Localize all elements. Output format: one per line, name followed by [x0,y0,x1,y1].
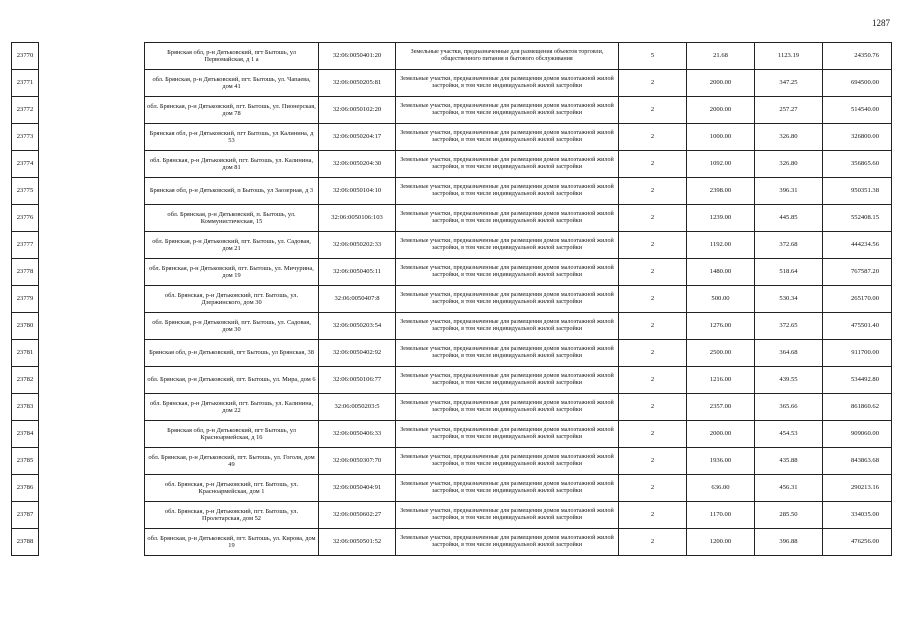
cadastral-value-cell: 514540.00 [823,97,892,124]
cadastral-number-cell: 32:06:0050106:103 [319,205,396,232]
specific-value-cell: 365.66 [755,394,823,421]
spacer-cell [39,340,145,367]
address-cell: обл. Брянская, р-н Дятьковский, пгт. Бытошь, ул. Садовая, дом 21 [145,232,319,259]
address-cell: обл. Брянская, р-н Дятьковский, пгт. Бытошь, ул. Гоголя, дом 49 [145,448,319,475]
category-cell: 2 [619,151,687,178]
spacer-cell [39,259,145,286]
address-cell: обл. Брянская, р-н Дятьковский, пгт. Бытошь, ул. Дзержинского, дом 30 [145,286,319,313]
area-cell: 1216.00 [687,367,755,394]
category-cell: 2 [619,259,687,286]
specific-value-cell: 396.31 [755,178,823,205]
specific-value-cell: 326.80 [755,124,823,151]
area-cell: 1192.00 [687,232,755,259]
row-number-cell: 23782 [12,367,39,394]
address-cell: обл. Брянская, р-н Дятьковский, пгт. Бытошь, ул. Мира, дом 6 [145,367,319,394]
specific-value-cell: 285.50 [755,502,823,529]
category-cell: 2 [619,286,687,313]
cadastral-number-cell: 32:06:0050407:8 [319,286,396,313]
land-use-cell: Земельные участки, предназначенные для размещения домов малоэтажной жилой застройки, в том числе индивидуальной жилой застройки [396,124,619,151]
address-cell: Брянская обл, р-н Дятьковский, пгт Бытошь, ул Калинина, д 53 [145,124,319,151]
cadastral-number-cell: 32:06:0050501:52 [319,529,396,556]
cadastral-value-cell: 356865.60 [823,151,892,178]
area-cell: 1936.00 [687,448,755,475]
cadastral-value-cell: 290213.16 [823,475,892,502]
table-row [12,394,892,421]
land-use-cell: Земельные участки, предназначенные для размещения домов малоэтажной жилой застройки, в том числе индивидуальной жилой застройки [396,529,619,556]
address-cell: Брянская обл, р-н Дятьковский, пгт Бытошь, ул Первомайская, д 1 а [145,43,319,70]
cadastral-number-cell: 32:06:0050205:81 [319,70,396,97]
table-row [12,178,892,205]
cadastral-value-cell: 326800.00 [823,124,892,151]
cadastral-number-cell: 32:06:0050307:70 [319,448,396,475]
area-cell: 1276.00 [687,313,755,340]
spacer-cell [39,286,145,313]
category-cell: 2 [619,313,687,340]
row-number-cell: 23775 [12,178,39,205]
spacer-cell [39,232,145,259]
specific-value-cell: 518.64 [755,259,823,286]
address-cell: обл. Брянская, р-н Дятьковский, пгт. Бытошь, ул. Красноармейская, дом 1 [145,475,319,502]
spacer-cell [39,151,145,178]
area-cell: 2000.00 [687,421,755,448]
table-row [12,43,892,70]
category-cell: 2 [619,340,687,367]
category-cell: 2 [619,178,687,205]
specific-value-cell: 1123.19 [755,43,823,70]
cadastral-number-cell: 32:06:0050404:91 [319,475,396,502]
category-cell: 5 [619,43,687,70]
land-use-cell: Земельные участки, предназначенные для размещения домов малоэтажной жилой застройки, в том числе индивидуальной жилой застройки [396,286,619,313]
land-use-cell: Земельные участки, предназначенные для размещения домов малоэтажной жилой застройки, в том числе индивидуальной жилой застройки [396,448,619,475]
spacer-cell [39,124,145,151]
table-row [12,124,892,151]
spacer-cell [39,178,145,205]
table-row [12,502,892,529]
category-cell: 2 [619,367,687,394]
row-number-cell: 23770 [12,43,39,70]
cadastral-number-cell: 32:06:0050106:77 [319,367,396,394]
spacer-cell [39,502,145,529]
table-row [12,151,892,178]
address-cell: Брянская обл, р-н Дятьковский, пгт Бытошь, ул Брянская, 38 [145,340,319,367]
row-number-cell: 23785 [12,448,39,475]
page-number: 1287 [872,18,890,28]
specific-value-cell: 347.25 [755,70,823,97]
spacer-cell [39,97,145,124]
area-cell: 2000.00 [687,70,755,97]
spacer-cell [39,70,145,97]
spacer-cell [39,205,145,232]
cadastral-number-cell: 32:06:0050402:92 [319,340,396,367]
land-use-cell: Земельные участки, предназначенные для размещения домов малоэтажной жилой застройки, в том числе индивидуальной жилой застройки [396,259,619,286]
land-use-cell: Земельные участки, предназначенные для размещения домов малоэтажной жилой застройки, в том числе индивидуальной жилой застройки [396,421,619,448]
table-row [12,97,892,124]
category-cell: 2 [619,448,687,475]
cadastral-value-cell: 476256.00 [823,529,892,556]
land-registry-table [11,42,892,556]
specific-value-cell: 257.27 [755,97,823,124]
table-row [12,205,892,232]
cadastral-number-cell: 32:06:0050203:5 [319,394,396,421]
area-cell: 2357.00 [687,394,755,421]
land-use-cell: Земельные участки, предназначенные для размещения домов малоэтажной жилой застройки, в том числе индивидуальной жилой застройки [396,178,619,205]
cadastral-number-cell: 32:06:0050406:33 [319,421,396,448]
cadastral-value-cell: 444234.56 [823,232,892,259]
cadastral-value-cell: 475501.40 [823,313,892,340]
land-use-cell: Земельные участки, предназначенные для размещения домов малоэтажной жилой застройки, в том числе индивидуальной жилой застройки [396,394,619,421]
specific-value-cell: 372.68 [755,232,823,259]
land-use-cell: Земельные участки, предназначенные для размещения домов малоэтажной жилой застройки, в том числе индивидуальной жилой застройки [396,70,619,97]
table-row [12,232,892,259]
row-number-cell: 23787 [12,502,39,529]
table-row [12,259,892,286]
row-number-cell: 23784 [12,421,39,448]
table-row [12,340,892,367]
cadastral-number-cell: 32:06:0050202:33 [319,232,396,259]
specific-value-cell: 439.55 [755,367,823,394]
land-use-cell: Земельные участки, предназначенные для размещения домов малоэтажной жилой застройки, в том числе индивидуальной жилой застройки [396,97,619,124]
specific-value-cell: 456.31 [755,475,823,502]
row-number-cell: 23783 [12,394,39,421]
spacer-cell [39,313,145,340]
table-row [12,70,892,97]
cadastral-value-cell: 334035.00 [823,502,892,529]
category-cell: 2 [619,394,687,421]
cadastral-value-cell: 552408.15 [823,205,892,232]
row-number-cell: 23777 [12,232,39,259]
land-use-cell: Земельные участки, предназначенные для размещения домов малоэтажной жилой застройки, в том числе индивидуальной жилой застройки [396,151,619,178]
area-cell: 1000.00 [687,124,755,151]
spacer-cell [39,367,145,394]
land-use-cell: Земельные участки, предназначенные для размещения объектов торговли, общественного питания и бытового обслуживания [396,43,619,70]
area-cell: 636.00 [687,475,755,502]
row-number-cell: 23772 [12,97,39,124]
spacer-cell [39,43,145,70]
category-cell: 2 [619,502,687,529]
table-row [12,286,892,313]
spacer-cell [39,475,145,502]
land-use-cell: Земельные участки, предназначенные для размещения домов малоэтажной жилой застройки, в том числе индивидуальной жилой застройки [396,205,619,232]
row-number-cell: 23788 [12,529,39,556]
row-number-cell: 23771 [12,70,39,97]
cadastral-value-cell: 694500.00 [823,70,892,97]
address-cell: обл. Брянская, р-н Дятьковский, пгт. Бытошь, ул. Пролетарская, дом 52 [145,502,319,529]
area-cell: 2000.00 [687,97,755,124]
cadastral-number-cell: 32:06:0050405:11 [319,259,396,286]
specific-value-cell: 445.85 [755,205,823,232]
category-cell: 2 [619,475,687,502]
category-cell: 2 [619,124,687,151]
row-number-cell: 23786 [12,475,39,502]
category-cell: 2 [619,232,687,259]
spacer-cell [39,448,145,475]
specific-value-cell: 364.68 [755,340,823,367]
cadastral-number-cell: 32:06:0050204:30 [319,151,396,178]
specific-value-cell: 372.65 [755,313,823,340]
table-row [12,448,892,475]
area-cell: 500.00 [687,286,755,313]
table-row [12,367,892,394]
table-row [12,529,892,556]
table-row [12,313,892,340]
spacer-cell [39,529,145,556]
address-cell: обл. Брянская, р-н Дятьковский, пгт. Бытошь, ул. Садовая, дом 30 [145,313,319,340]
area-cell: 1200.00 [687,529,755,556]
cadastral-value-cell: 911700.00 [823,340,892,367]
table-row [12,421,892,448]
specific-value-cell: 396.88 [755,529,823,556]
land-use-cell: Земельные участки, предназначенные для размещения домов малоэтажной жилой застройки, в том числе индивидуальной жилой застройки [396,475,619,502]
area-cell: 21.68 [687,43,755,70]
cadastral-value-cell: 861860.62 [823,394,892,421]
area-cell: 2398.00 [687,178,755,205]
spacer-cell [39,394,145,421]
table-row [12,475,892,502]
category-cell: 2 [619,205,687,232]
cadastral-value-cell: 767587.20 [823,259,892,286]
cadastral-number-cell: 32:06:0050602:27 [319,502,396,529]
land-use-cell: Земельные участки, предназначенные для размещения домов малоэтажной жилой застройки, в том числе индивидуальной жилой застройки [396,502,619,529]
cadastral-value-cell: 909060.00 [823,421,892,448]
area-cell: 2500.00 [687,340,755,367]
row-number-cell: 23776 [12,205,39,232]
category-cell: 2 [619,97,687,124]
category-cell: 2 [619,70,687,97]
land-use-cell: Земельные участки, предназначенные для размещения домов малоэтажной жилой застройки, в том числе индивидуальной жилой застройки [396,313,619,340]
address-cell: Брянская обл, р-н Дятьковский, пгт Бытошь, ул Красноармейская, д 16 [145,421,319,448]
cadastral-number-cell: 32:06:0050203:54 [319,313,396,340]
cadastral-value-cell: 24350.76 [823,43,892,70]
row-number-cell: 23779 [12,286,39,313]
specific-value-cell: 454.53 [755,421,823,448]
cadastral-value-cell: 950351.38 [823,178,892,205]
table-body [12,43,892,556]
row-number-cell: 23778 [12,259,39,286]
cadastral-value-cell: 265170.00 [823,286,892,313]
row-number-cell: 23774 [12,151,39,178]
specific-value-cell: 435.88 [755,448,823,475]
area-cell: 1480.00 [687,259,755,286]
land-use-cell: Земельные участки, предназначенные для размещения домов малоэтажной жилой застройки, в том числе индивидуальной жилой застройки [396,367,619,394]
cadastral-number-cell: 32:06:0050204:17 [319,124,396,151]
land-use-cell: Земельные участки, предназначенные для размещения домов малоэтажной жилой застройки, в том числе индивидуальной жилой застройки [396,340,619,367]
cadastral-number-cell: 32:06:0050401:20 [319,43,396,70]
address-cell: обл. Брянская, р-н Дятьковский, пгт. Бытошь, ул. Чапаева, дом 41 [145,70,319,97]
spacer-cell [39,421,145,448]
area-cell: 1239.00 [687,205,755,232]
address-cell: обл. Брянская, р-н Дятьковский, п. Бытошь, ул. Коммунистическая, 15 [145,205,319,232]
area-cell: 1170.00 [687,502,755,529]
row-number-cell: 23773 [12,124,39,151]
row-number-cell: 23780 [12,313,39,340]
row-number-cell: 23781 [12,340,39,367]
address-cell: обл. Брянская, р-н Дятьковский, пгт. Бытошь, ул. Мичурина, дом 19 [145,259,319,286]
land-use-cell: Земельные участки, предназначенные для размещения домов малоэтажной жилой застройки, в том числе индивидуальной жилой застройки [396,232,619,259]
address-cell: обл. Брянская, р-н Дятьковский, пгт. Бытошь, ул. Калинина, дом 81 [145,151,319,178]
cadastral-value-cell: 534492.80 [823,367,892,394]
address-cell: обл. Брянская, р-н Дятьковский, пгт. Бытошь, ул. Кирова, дом 19 [145,529,319,556]
specific-value-cell: 530.34 [755,286,823,313]
address-cell: Брянская обл, р-н Дятьковский, п Бытошь, ул Заозерная, д 3 [145,178,319,205]
cadastral-number-cell: 32:06:0050104:10 [319,178,396,205]
address-cell: обл. Брянская, р-н Дятьковский, пгт. Бытошь, ул. Калинина, дом 22 [145,394,319,421]
address-cell: обл. Брянская, р-н Дятьковский, пгт. Бытошь, ул. Пионерская, дом 78 [145,97,319,124]
category-cell: 2 [619,529,687,556]
cadastral-number-cell: 32:06:0050102:20 [319,97,396,124]
cadastral-value-cell: 843863.68 [823,448,892,475]
area-cell: 1092.00 [687,151,755,178]
category-cell: 2 [619,421,687,448]
specific-value-cell: 326.80 [755,151,823,178]
